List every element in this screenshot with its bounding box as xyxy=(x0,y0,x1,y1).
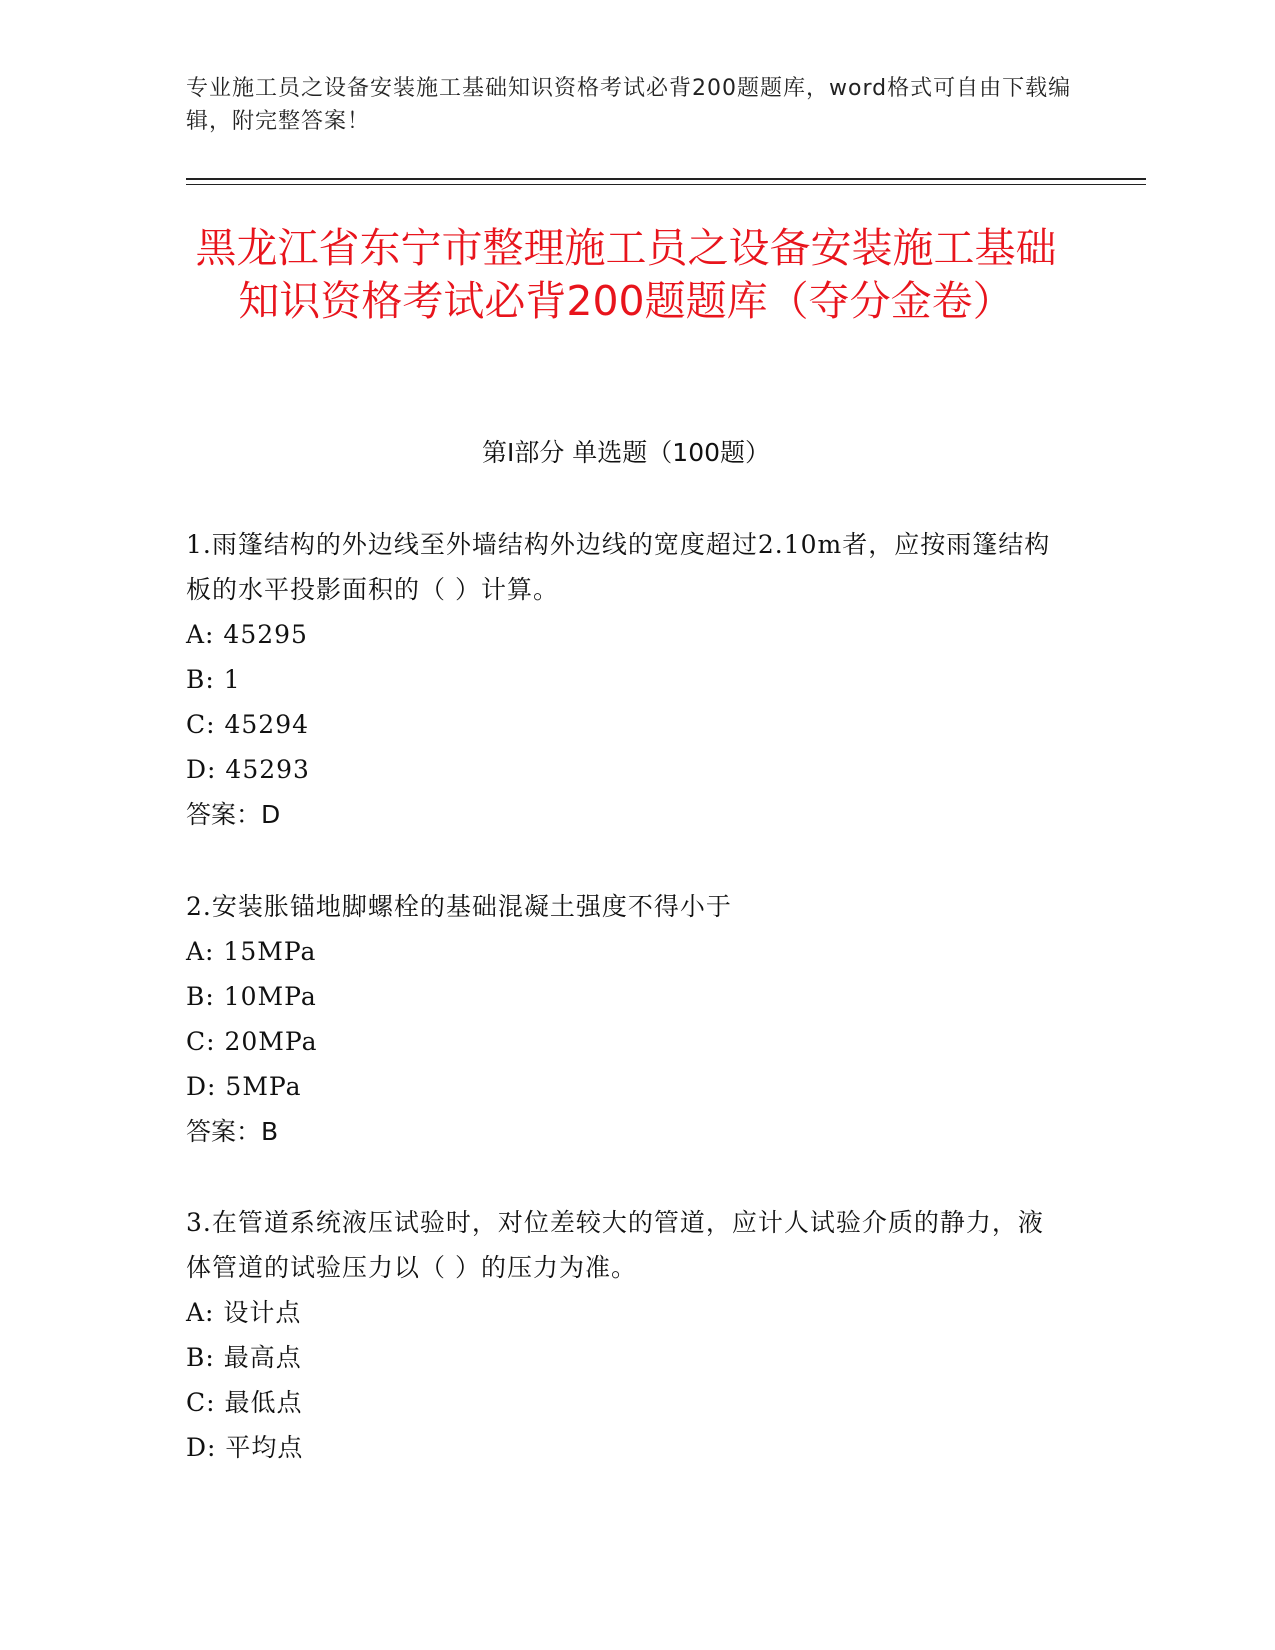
document-title: 黑龙江省东宁市整理施工员之设备安装施工基础知识资格考试必背200题题库（夺分金卷） xyxy=(195,224,1057,325)
question-1 xyxy=(186,522,1066,837)
option-c: C: 45294 xyxy=(186,710,310,739)
option-a: A: 设计点 xyxy=(186,1298,302,1327)
answer: 答案：D xyxy=(186,800,281,829)
option-b: B: 10MPa xyxy=(186,982,317,1011)
question-3 xyxy=(186,1200,1066,1470)
header-rule-thin xyxy=(186,184,1146,185)
question-stem: 1.雨篷结构的外边线至外墙结构外边线的宽度超过2.10m者，应按雨篷结构板的水平投影面积的（ ）计算。 xyxy=(186,530,1051,604)
option-c: C: 最低点 xyxy=(186,1388,303,1417)
header-note: 专业施工员之设备安装施工基础知识资格考试必背200题题库，word格式可自由下载编辑，附完整答案！ xyxy=(186,76,1072,134)
option-a: A: 45295 xyxy=(186,620,308,649)
option-a: A: 15MPa xyxy=(186,937,317,966)
question-stem: 2.安装胀锚地脚螺栓的基础混凝土强度不得小于 xyxy=(186,892,732,921)
option-d: D: 5MPa xyxy=(186,1072,302,1101)
option-c: C: 20MPa xyxy=(186,1027,318,1056)
section-heading: 第Ⅰ部分 单选题（100题） xyxy=(481,438,771,467)
question-2 xyxy=(186,884,1066,1154)
option-d: D: 平均点 xyxy=(186,1433,304,1462)
option-d: D: 45293 xyxy=(186,755,310,784)
option-b: B: 1 xyxy=(186,665,241,694)
answer: 答案：B xyxy=(186,1117,279,1146)
header-rule-thick xyxy=(186,178,1146,180)
question-stem: 3.在管道系统液压试验时，对位差较大的管道，应计人试验介质的静力，液体管道的试验压力以（ ）的压力为准。 xyxy=(186,1208,1044,1282)
option-b: B: 最高点 xyxy=(186,1343,302,1372)
